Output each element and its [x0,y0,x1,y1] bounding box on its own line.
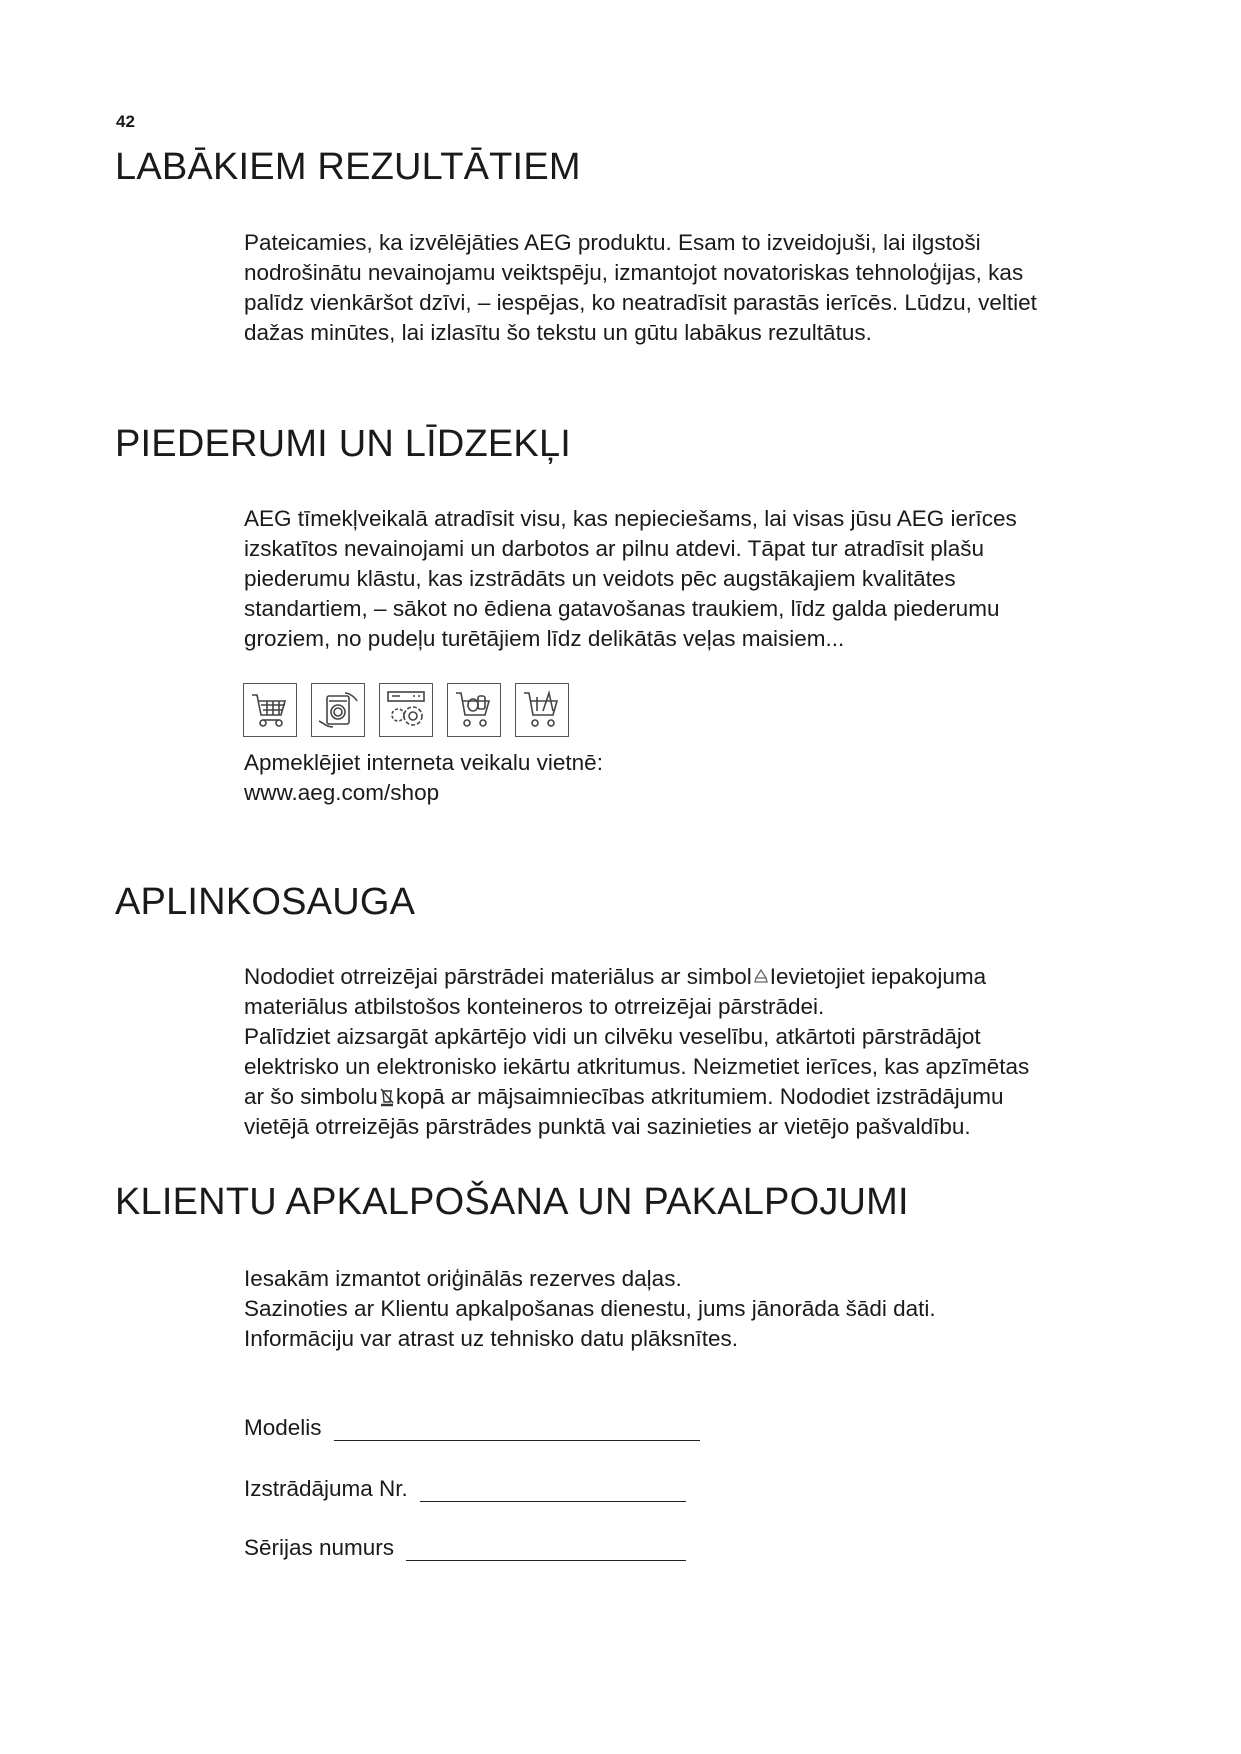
recycle-icon [752,967,770,987]
text-line: groziem, no pudeļu turētājiem līdz delikātās veļas maisiem... [244,626,845,651]
service-paragraph [244,1264,1144,1354]
heading-best-results: LABĀKIEM REZULTĀTIEM [115,146,581,188]
text-line: dažas minūtes, lai izlasītu šo tekstu un gūtu labākus rezultātus. [244,320,872,345]
field-label: Sērijas numurs [244,1535,395,1560]
intro-paragraph [244,228,1144,348]
text-line: materiālus atbilstošos konteineros to otrreizējai pārstrādei. [244,994,825,1019]
accessories-paragraph [244,504,1144,654]
text-line: Iesakām izmantot oriģinālās rezerves daļas. [244,1266,682,1291]
heading-customer-service: KLIENTU APKALPOŠANA UN PAKALPOJUMI [115,1181,909,1223]
text-line: elektrisko un elektronisko iekārtu atkritumus. Neizmetiet ierīces, kas apzīmētas [244,1054,1030,1079]
text-line: vietējā otrreizējās pārstrādes punktā vai sazinieties ar vietējo pašvaldību. [244,1114,971,1139]
text-line: Sazinoties ar Klientu apkalpošanas dienestu, jums jānorāda šādi dati. [244,1296,936,1321]
heading-accessories: PIEDERUMI UN LĪDZEKĻI [115,423,572,465]
shopping-cart-icon [243,683,297,737]
washing-machine-care-icon [311,683,365,737]
text-line: piederumu klāstu, kas izstrādāts un veidots pēc augstākajiem kvalitātes [244,566,956,591]
text-segment: Nododiet otrreizējai pārstrādei materiālus ar simbol [244,964,752,989]
appliance-gears-icon [379,683,433,737]
cart-with-goods-icon [447,683,501,737]
model-field [244,1415,700,1441]
text-line: AEG tīmekļveikalā atradīsit visu, kas nepieciešams, lai visas jūsu AEG ierīces [244,506,1017,531]
text-line: palīdz vienkāršot dzīvi, – iespējas, ko neatradīsit parastās ierīcēs. Lūdzu, veltiet [244,290,1037,315]
text-segment: Ievietojiet iepakojuma [769,964,987,989]
text-line: Pateicamies, ka izvēlējāties AEG produktu. Esam to izveidojuši, lai ilgstoši [244,230,981,255]
text-line: Palīdziet aizsargāt apkārtējo vidi un cilvēku veselību, atkārtoti pārstrādājot [244,1024,981,1049]
text-line: standartiem, – sākot no ēdiena gatavošanas traukiem, līdz galda piederumu [244,596,1000,621]
crossed-bin-icon [378,1087,396,1107]
text-line: izskatītos nevainojami un darbotos ar pilnu atdevi. Tāpat tur atradīsit plašu [244,536,984,561]
shop-visit [244,748,1144,808]
shop-url-link[interactable]: www.aeg.com/shop [244,780,440,805]
text-line [244,1082,1184,1112]
text-line [244,962,1184,992]
serial-number-field [244,1535,686,1561]
serial-number-input-line[interactable] [406,1540,686,1561]
environment-paragraph [244,962,1184,1142]
product-number-field [244,1476,686,1502]
text-line: nodrošinātu nevainojamu veiktspēju, izmantojot novatoriskas tehnoloģijas, kas [244,260,1024,285]
page-number: 42 [116,112,135,131]
product-number-input-line[interactable] [420,1481,686,1502]
field-label: Modelis [244,1415,322,1440]
visit-label: Apmeklējiet interneta veikalu vietnē: [244,750,603,775]
model-input-line[interactable] [334,1420,700,1441]
text-line: Informāciju var atrast uz tehnisko datu plāksnītes. [244,1326,738,1351]
text-segment: ar šo simbolu [244,1084,378,1109]
shop-icons-row [243,683,569,737]
cart-with-bottles-icon [515,683,569,737]
text-segment: kopā ar mājsaimniecības atkritumiem. Nododiet izstrādājumu [395,1084,1004,1109]
heading-environment: APLINKOSAUGA [115,881,416,923]
field-label: Izstrādājuma Nr. [244,1476,408,1501]
